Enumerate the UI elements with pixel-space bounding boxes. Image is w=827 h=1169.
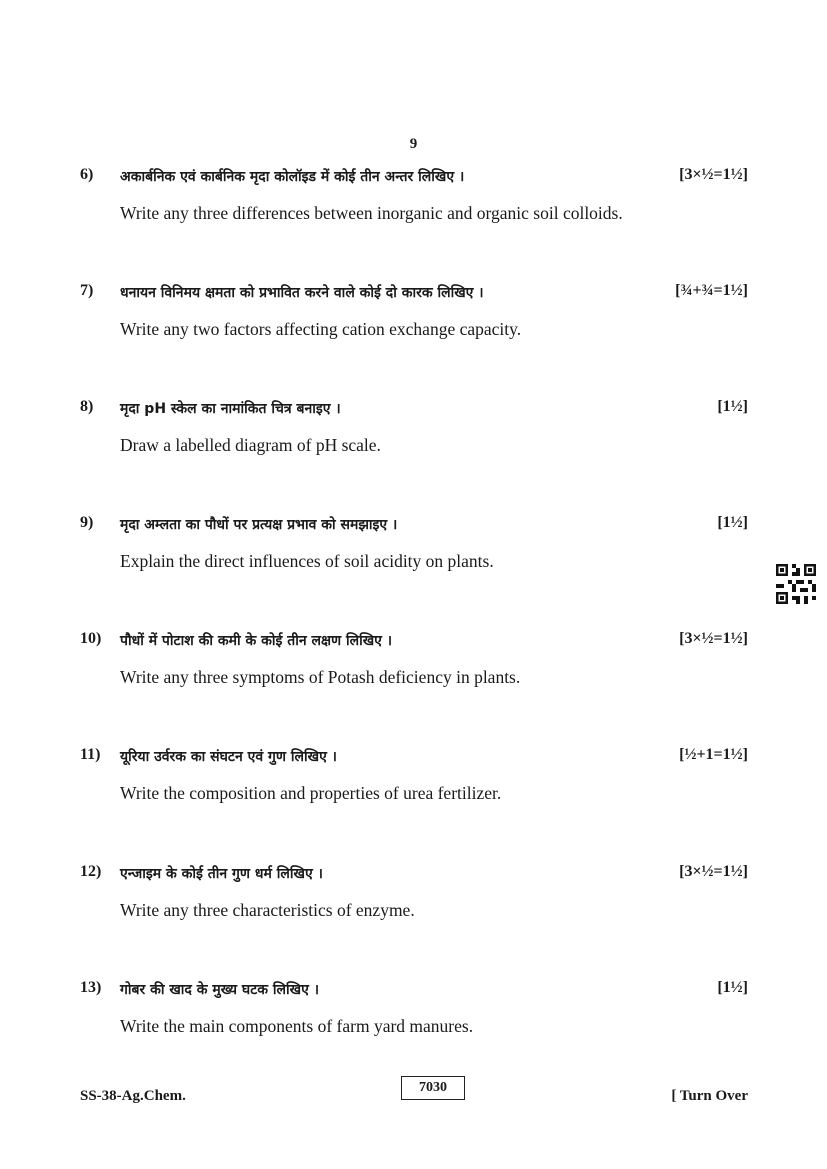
question-text-english: Write any three differences between inorganic and organic soil colloids. bbox=[120, 203, 623, 223]
question-marks: [1½] bbox=[717, 398, 748, 415]
question-7 bbox=[80, 282, 748, 339]
question-number: 9) bbox=[80, 514, 94, 531]
question-12 bbox=[80, 863, 748, 920]
question-marks: [¾+¾=1½] bbox=[675, 282, 748, 299]
question-13 bbox=[80, 979, 748, 1036]
question-text-hindi: अकार्बनिक एवं कार्बनिक मृदा कोलॉइड में कोई तीन अन्तर लिखिए । bbox=[120, 169, 465, 185]
question-text-english: Draw a labelled diagram of pH scale. bbox=[120, 435, 381, 455]
question-10 bbox=[80, 630, 748, 687]
question-8 bbox=[80, 398, 748, 455]
question-marks: [3×½=1½] bbox=[679, 630, 748, 647]
question-number: 13) bbox=[80, 979, 102, 996]
question-text-english: Write the main components of farm yard manures. bbox=[120, 1016, 474, 1036]
paper-number-box: 7030 bbox=[401, 1076, 465, 1100]
question-number: 10) bbox=[80, 630, 102, 647]
question-text-english: Write any three characteristics of enzyme. bbox=[120, 900, 415, 920]
question-marks: [3×½=1½] bbox=[679, 166, 748, 183]
question-number: 11) bbox=[80, 746, 101, 763]
question-text-english: Write any three symptoms of Potash deficiency in plants. bbox=[120, 667, 521, 687]
qr-code-icon bbox=[776, 564, 816, 604]
question-text-english: Explain the direct influences of soil acidity on plants. bbox=[120, 551, 494, 571]
question-text-hindi: मृदा अम्लता का पौधों पर प्रत्यक्ष प्रभाव को समझाइए । bbox=[120, 517, 398, 533]
question-text-hindi: एन्जाइम के कोई तीन गुण धर्म लिखिए । bbox=[120, 866, 323, 882]
page-number: 9 bbox=[409, 136, 418, 152]
question-text-english: Write any two factors affecting cation exchange capacity. bbox=[120, 319, 522, 339]
question-number: 7) bbox=[80, 282, 94, 299]
question-text-hindi: पौधों में पोटाश की कमी के कोई तीन लक्षण लिखिए । bbox=[120, 633, 393, 649]
question-11 bbox=[80, 746, 748, 803]
question-text-english: Write the composition and properties of urea fertilizer. bbox=[120, 783, 502, 803]
question-number: 12) bbox=[80, 863, 102, 880]
question-marks: [1½] bbox=[717, 514, 748, 531]
question-text-hindi: गोबर की खाद के मुख्य घटक लिखिए । bbox=[120, 982, 319, 998]
question-number: 8) bbox=[80, 398, 94, 415]
paper-code: SS-38-Ag.Chem. bbox=[80, 1088, 186, 1104]
question-number: 6) bbox=[80, 166, 94, 183]
turn-over-label: [ Turn Over bbox=[671, 1088, 748, 1104]
question-marks: [3×½=1½] bbox=[679, 863, 748, 880]
question-text-hindi: धनायन विनिमय क्षमता को प्रभावित करने वाले कोई दो कारक लिखिए । bbox=[120, 285, 484, 301]
question-marks: [1½] bbox=[717, 979, 748, 996]
question-text-hindi: मृदा pH स्केल का नामांकित चित्र बनाइए । bbox=[120, 401, 341, 417]
question-9 bbox=[80, 514, 748, 571]
question-marks: [½+1=1½] bbox=[679, 746, 748, 763]
question-text-hindi: यूरिया उर्वरक का संघटन एवं गुण लिखिए । bbox=[120, 749, 337, 765]
question-6 bbox=[80, 166, 748, 223]
